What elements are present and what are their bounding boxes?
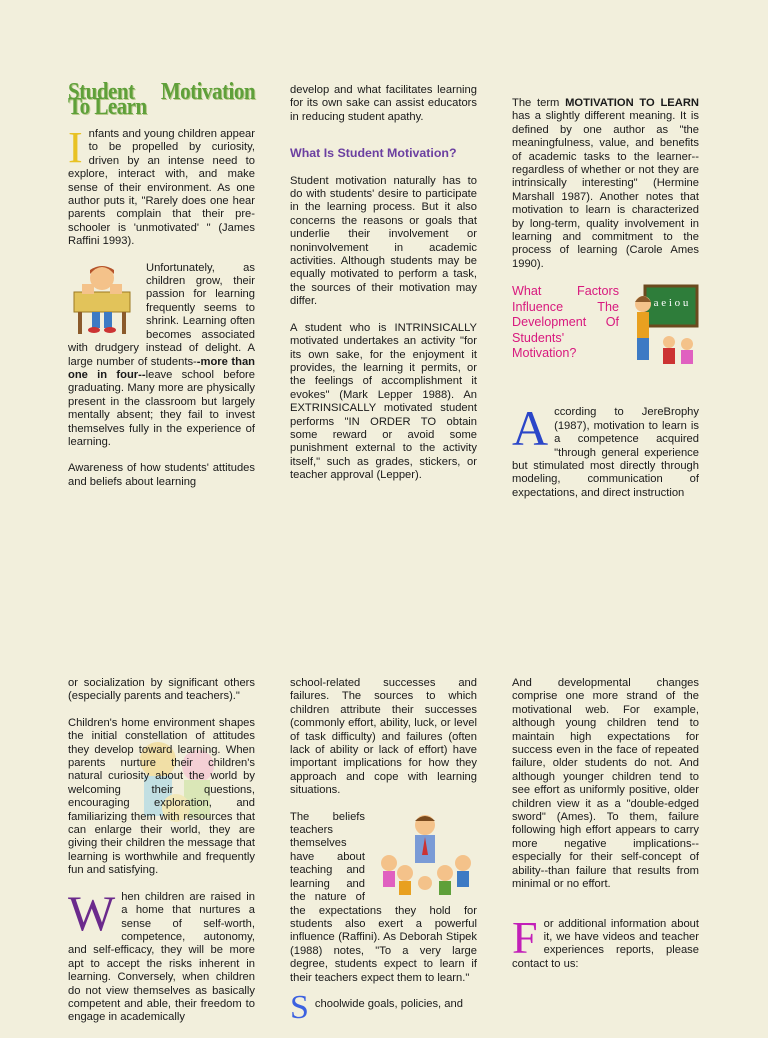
paragraph: or socialization by significant others (especially parents and teachers)." bbox=[68, 677, 255, 703]
paragraph-text: or additional information about it, we have videos and teacher experiences reports, please contact to us: bbox=[512, 917, 699, 970]
student-at-desk-illustration bbox=[68, 262, 136, 336]
paragraph: And developmental changes comprise one more strand of the motivational web. For example, although young children tend to maintain high expectations for success even in the face of repeated failure, older students do not. And although younger children tend to see effort as uniformly positive, older children view it as a "double-edged sword" (Ames). To them, failure following high effort appears to carry more negative implications--especially for their self-concept of ability--than failure that results from minimal or no effort. bbox=[512, 677, 699, 891]
paragraph: school-related successes and failures. The sources to which children attribute their successes (commonly effort, ability, luck, or level of task difficulty) and failures (often lack of ability or lack of effort) have important implications for how they approach and cope with learning situations. bbox=[290, 677, 477, 797]
blackboard-letters: a e i o u bbox=[653, 297, 689, 310]
paragraph-text: has a slightly different meaning. It is defined by one author as "the meaningfulness, value, and benefits of academic tasks to the learner--regardless of whether or not they are intrinsically interesting" (Hermine Marshall 1987). Another notes that motivation to learn is characterized by long-term, quality involvement in learning and commitment to the process of learning (Carole Ames 1990). bbox=[512, 110, 699, 270]
drop-cap-w: W bbox=[68, 884, 116, 941]
section-heading: What Factors Influence The Development Of Students' Motivation? bbox=[512, 284, 619, 361]
paragraph: Student motivation naturally has to do with students' desire to participate in the learning process. But it also concerns the reasons or goals that underlie their involvement or noninvolvement in academic activities. Although students may be equally motivated to perform a task, the sources of their motivation may differ. bbox=[290, 174, 477, 308]
teacher-blackboard-illustration bbox=[629, 284, 699, 372]
paragraph-text: ccording to JereBrophy (1987), motivation to learn is a competence acquired "through general experience but stimulated most directly through modeling, communication of expectations, and direct instruction bbox=[512, 406, 699, 499]
emphasis-text: MOTIVATION TO LEARN bbox=[565, 97, 699, 109]
paragraph-text: Unfortunately, as children grow, their passion for learning frequently seems to shrink. Learning often becomes associated with drudgery instead of delight. A large number of students- bbox=[68, 261, 255, 368]
emphasis-text: -more than one in four-- bbox=[68, 355, 255, 381]
paragraph: Children's home environment shapes the initial constellation of attitudes they develop toward learning. When parents nurture their children's natural curiosity about the world by welcoming their questions, encouraging exploration, and familiarizing them with resources that can enlarge their world, they are giving their children the message that learning is worthwhile and frequently fun and satisfying. bbox=[68, 716, 255, 877]
bottom-column-2 bbox=[290, 677, 477, 1024]
section-heading: What Is Student Motivation? bbox=[290, 146, 457, 161]
drop-cap-s: S bbox=[290, 988, 309, 1026]
paragraph-text: The term bbox=[512, 97, 566, 109]
drop-cap-f: F bbox=[512, 911, 538, 963]
page-title: Student Motivation To Learn bbox=[68, 77, 255, 121]
paragraph: A student who is INTRINSICALLY motivated undertakes an activity "for its own sake, for the enjoyment it provides, the learning it permits, or the feelings of accomplishment it evokes" (Mark Lepper 1988). An EXTRINSICALLY motivated student performs "IN ORDER TO obtain some reward or avoid some punishment external to the activity itself," such as grades, stickers, or teacher approval (Lepper). bbox=[290, 321, 477, 482]
paragraph-text: choolwide goals, policies, and bbox=[314, 997, 463, 1010]
intro-paragraph: nfants and young children appear to be propelled by curiosity, driven by an intense need to explore, interact with, and make sense of their environment. As one author puts it, "Rarely does one hear parents complain that their pre-schooler is 'unmotivated' " (James Raffini 1993). bbox=[68, 128, 255, 248]
bottom-column-3 bbox=[512, 677, 699, 984]
bottom-column-1 bbox=[68, 677, 255, 1038]
paragraph-text: hen children are raised in a home that nurtures a sense of self-worth, competence, autonomy, and self-efficacy, they will be more apt to accept the risks inherent in learning. Conversely, when children do not view themselves as basically competent and able, their freedom to engage in academically bbox=[68, 890, 255, 1024]
top-column-3 bbox=[512, 97, 699, 513]
drop-cap-i: I bbox=[68, 123, 83, 172]
paragraph: Awareness of how students' attitudes and beliefs about learning bbox=[68, 462, 255, 488]
paragraph-text: leave school before graduating. Many more are physically present in the classroom but largely mentally absent; they fail to invest themselves fully in the experience of learning. bbox=[68, 368, 255, 448]
drop-cap-a: A bbox=[512, 400, 549, 457]
top-column-2 bbox=[290, 84, 477, 496]
teacher-with-children-illustration bbox=[375, 811, 477, 897]
paragraph: develop and what facilitates learning for its own sake can assist educators in reducing student apathy. bbox=[290, 84, 477, 123]
paragraph-text: The beliefs teachers themselves have about teaching and learning and the nature of the expectations they hold for students also exert a powerful influence (Raffini). As Deborah Stipek (1988) notes, "To a very large degree, students expect to learn if their teachers expect them to learn." bbox=[290, 810, 477, 984]
top-column-1 bbox=[68, 77, 255, 502]
